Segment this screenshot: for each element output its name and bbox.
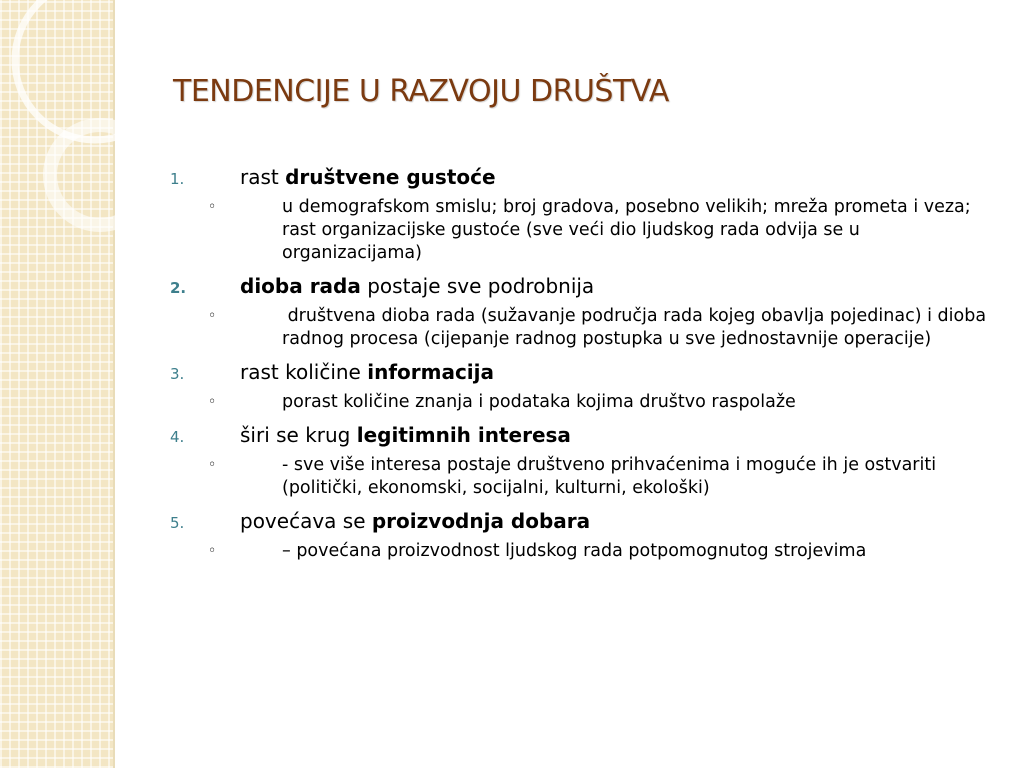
sub-item-text: porast količine znanja i podataka kojima društvo raspolaže xyxy=(282,392,796,412)
item-text-bold: proizvodnja dobara xyxy=(371,509,591,533)
sub-item-text: – povećana proizvodnost ljudskog rada potpomognutog strojevima xyxy=(282,541,867,561)
item-text: rast količine xyxy=(240,360,368,384)
bullet-icon: ◦ xyxy=(208,457,217,473)
item-text: povećava se xyxy=(240,509,372,533)
sub-item-4 xyxy=(170,454,992,500)
item-text-bold: informacija xyxy=(367,360,495,384)
list-number: 2. xyxy=(170,279,187,297)
sub-item-5 xyxy=(170,540,992,563)
sub-item-text: - sve više interesa postaje društveno prihvaćenima i moguće ih je ostvariti (politički, ekonomski, socijalni, kulturni, ekološki) xyxy=(282,455,937,498)
bullet-icon: ◦ xyxy=(208,199,217,215)
list-number: 4. xyxy=(170,428,185,446)
item-text-post: postaje sve podrobnija xyxy=(360,274,595,298)
slide-title: TENDENCIJE U RAZVOJU DRUŠTVA xyxy=(173,74,669,109)
list-item-1 xyxy=(170,164,1000,190)
item-text-bold: dioba rada xyxy=(240,274,361,298)
bullet-icon: ◦ xyxy=(208,543,217,559)
bullet-icon: ◦ xyxy=(208,308,217,324)
list-item-3 xyxy=(170,359,1000,385)
slide-content xyxy=(170,164,1000,571)
sub-item-text: u demografskom smislu; broj gradova, posebno velikih; mreža prometa i veza; rast organizacijske gustoće (sve veći dio ljudskog rada odvija se u organizacijama) xyxy=(282,197,971,263)
sub-item-3 xyxy=(170,391,992,414)
item-text-bold: legitimnih interesa xyxy=(356,423,571,447)
bullet-icon: ◦ xyxy=(208,394,217,410)
list-item-4 xyxy=(170,422,1000,448)
item-text: širi se krug xyxy=(240,423,357,447)
sub-item-1 xyxy=(170,196,992,265)
decorative-circle-large xyxy=(15,0,140,140)
list-number: 3. xyxy=(170,365,185,383)
list-number: 1. xyxy=(170,170,185,188)
item-text-bold: društvene gustoće xyxy=(285,165,496,189)
sub-item-2 xyxy=(170,305,992,351)
list-number: 5. xyxy=(170,514,185,532)
sub-item-text: društvena dioba rada (sužavanje područja rada kojeg obavlja pojedinac) i dioba radnog procesa (cijepanje radnog postupka u sve jednostavnije operacije) xyxy=(282,306,992,349)
list-item-5 xyxy=(170,508,1000,534)
decorative-circles xyxy=(0,0,140,260)
list-item-2 xyxy=(170,273,1000,299)
item-text: rast xyxy=(240,165,286,189)
